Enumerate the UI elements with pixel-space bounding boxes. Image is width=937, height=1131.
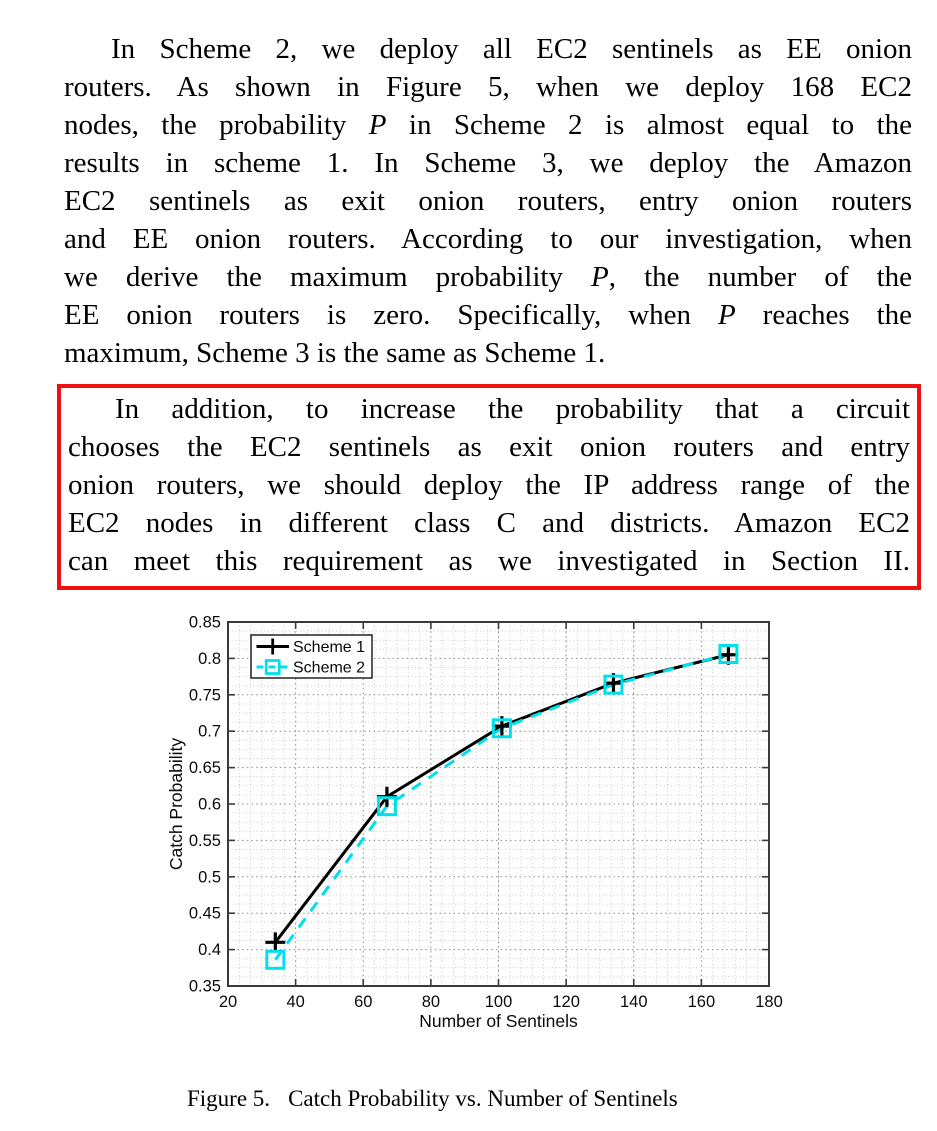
- text-line: [64, 182, 912, 220]
- y-tick-label: 0.7: [198, 722, 221, 741]
- highlighted-paragraph: [68, 390, 910, 580]
- text-segment: onion routers, we should deploy the IP address range of the: [68, 469, 910, 501]
- text-segment: EC2 nodes in different class C and districts. Amazon EC2: [68, 507, 910, 539]
- figure-caption-text: Catch Probability vs. Number of Sentinels: [288, 1086, 678, 1111]
- text-segment: routers. As shown in Figure 5, when we deploy 168 EC2: [64, 71, 912, 103]
- text-segment: In addition, to increase the probability that a circuit: [115, 393, 910, 425]
- y-tick-label: 0.6: [198, 795, 221, 814]
- text-segment: maximum, Scheme 3 is the same as Scheme 1.: [64, 337, 606, 369]
- figure-caption: [187, 1086, 747, 1112]
- text-segment: In Scheme 2, we deploy all EC2 sentinels as EE onion: [111, 33, 912, 65]
- x-axis-label: Number of Sentinels: [419, 1011, 578, 1031]
- x-tick-label: 180: [755, 993, 783, 1011]
- text-line: [68, 390, 910, 428]
- y-tick-label: 0.4: [198, 941, 221, 960]
- figure-caption-label: Figure 5.: [187, 1086, 271, 1111]
- text-segment: chooses the EC2 sentinels as exit onion routers and entry: [68, 431, 910, 463]
- text-line: [68, 466, 910, 504]
- text-line: [64, 106, 912, 144]
- text-segment: results in scheme 1. In Scheme 3, we deploy the Amazon: [64, 147, 912, 179]
- x-tick-label: 100: [484, 993, 513, 1011]
- legend-label-scheme-2: Scheme 2: [293, 659, 366, 677]
- math-symbol: P: [368, 109, 387, 141]
- y-tick-label: 0.65: [188, 759, 221, 778]
- y-tick-label: 0.35: [188, 977, 221, 996]
- body-paragraph: [64, 30, 912, 372]
- x-tick-label: 80: [421, 993, 441, 1011]
- text-line: [64, 220, 912, 258]
- text-line: [64, 144, 912, 182]
- text-line: [64, 258, 912, 296]
- x-tick-label: 60: [354, 993, 373, 1011]
- text-line: [68, 428, 910, 466]
- text-segment: in Scheme 2 is almost equal to the: [386, 109, 913, 141]
- x-tick-label: 140: [619, 993, 648, 1011]
- x-tick-label: 120: [552, 993, 580, 1011]
- text-segment: reaches the: [735, 299, 912, 331]
- series-scheme-1-line: [275, 655, 728, 943]
- x-tick-label: 40: [286, 993, 305, 1011]
- text-line: [64, 30, 912, 68]
- math-symbol: P: [591, 261, 609, 293]
- y-tick-label: 0.5: [198, 868, 221, 887]
- text-segment: , the number of the: [608, 261, 912, 293]
- text-line: [64, 334, 912, 372]
- text-segment: EE onion routers is zero. Specifically, when: [64, 299, 718, 331]
- figure-5-chart: [130, 602, 810, 1042]
- legend-label-scheme-1: Scheme 1: [293, 639, 366, 656]
- text-line: [68, 542, 910, 580]
- y-tick-label: 0.45: [188, 904, 221, 923]
- text-segment: can meet this requirement as we investigated in Section II.: [68, 545, 910, 577]
- text-line: [64, 296, 912, 334]
- text-segment: nodes, the probability: [64, 109, 369, 141]
- highlight-box: [57, 384, 921, 590]
- text-segment: we derive the maximum probability: [64, 261, 592, 293]
- y-tick-label: 0.85: [188, 613, 221, 632]
- text-line: [68, 504, 910, 542]
- series-scheme-2-line: [275, 654, 728, 960]
- y-axis-label: Catch Probability: [166, 737, 186, 871]
- y-tick-label: 0.8: [198, 649, 221, 668]
- x-tick-label: 20: [218, 993, 238, 1011]
- text-segment: and EE onion routers. According to our investigation, when: [64, 223, 912, 255]
- y-tick-label: 0.75: [188, 686, 221, 705]
- x-tick-label: 160: [687, 993, 716, 1011]
- y-tick-label: 0.55: [188, 831, 221, 850]
- text-line: [64, 68, 912, 106]
- text-segment: EC2 sentinels as exit onion routers, entry onion routers: [64, 185, 912, 217]
- math-symbol: P: [717, 299, 736, 331]
